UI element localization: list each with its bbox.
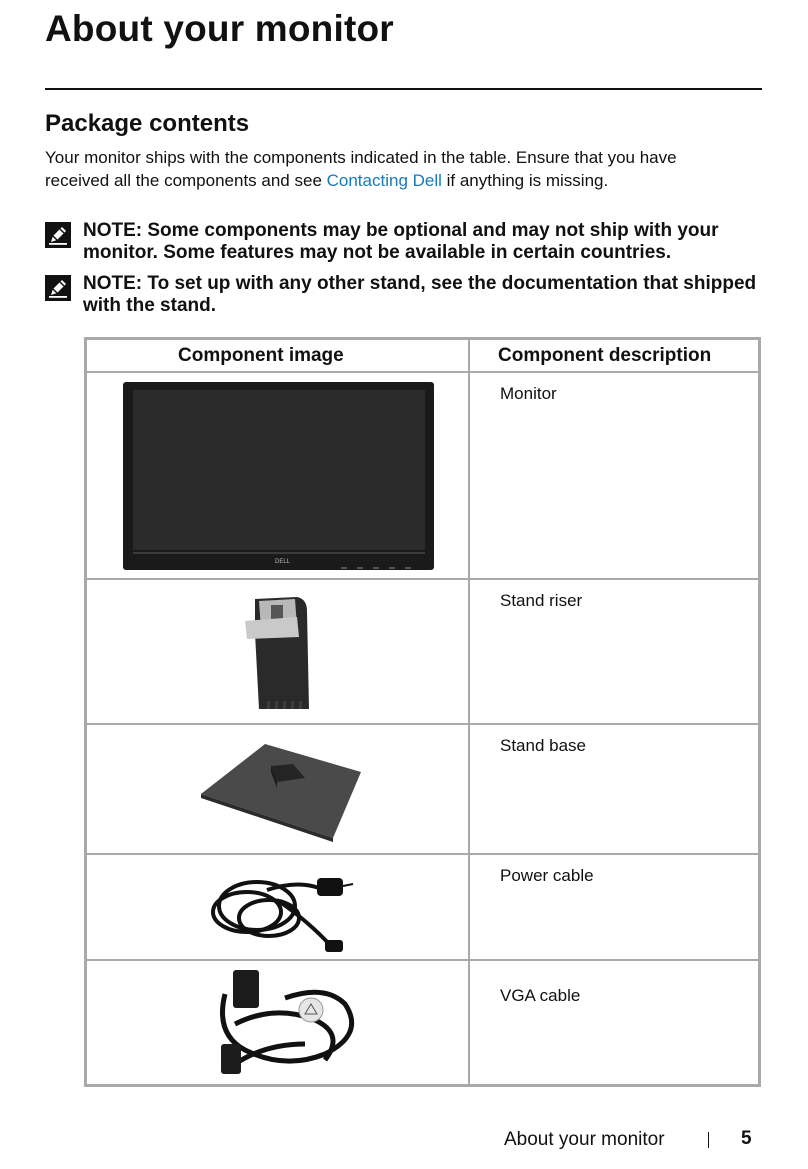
footer-separator <box>708 1132 709 1148</box>
page-number: 5 <box>741 1128 752 1149</box>
description-stand-base: Stand base <box>500 736 587 755</box>
intro-text: Your monitor ships with the components indicated in the table. Ensure that you have received all the components and see <box>45 148 677 190</box>
stand-riser-image <box>241 593 321 713</box>
description-power-cable: Power cable <box>500 866 594 885</box>
row-divider <box>87 578 758 580</box>
row-divider <box>87 959 758 961</box>
column-header-image: Component image <box>178 345 344 366</box>
intro-text-end: if anything is missing. <box>441 171 609 190</box>
header-divider <box>87 371 758 373</box>
monitor-image <box>121 380 437 572</box>
column-divider <box>468 340 470 1084</box>
note-1-text: NOTE: Some components may be optional and may not ship with your monitor. Some features may not be available in certain countries. <box>83 220 719 263</box>
description-monitor: Monitor <box>500 384 557 403</box>
section-title: Package contents <box>45 110 250 137</box>
description-vga-cable: VGA cable <box>500 986 581 1005</box>
components-table <box>84 337 761 1087</box>
row-divider <box>87 723 758 725</box>
note-2-text: NOTE: To set up with any other stand, see the documentation that shipped with the stand. <box>83 273 757 316</box>
column-header-description: Component description <box>498 345 712 366</box>
page-title: About your monitor <box>45 8 394 49</box>
note-pencil-icon <box>45 222 71 248</box>
title-divider <box>45 88 762 90</box>
intro-paragraph <box>45 146 745 192</box>
note-pencil-icon <box>45 275 71 301</box>
stand-base-image <box>197 738 369 842</box>
power-cable-image <box>207 860 357 954</box>
vga-cable-image <box>195 964 371 1082</box>
dell-logo-text: DELL <box>275 559 291 565</box>
description-stand-riser: Stand riser <box>500 591 583 610</box>
contacting-dell-link[interactable]: Contacting Dell <box>326 171 442 190</box>
footer-section-label: About your monitor <box>504 1129 665 1150</box>
row-divider <box>87 853 758 855</box>
